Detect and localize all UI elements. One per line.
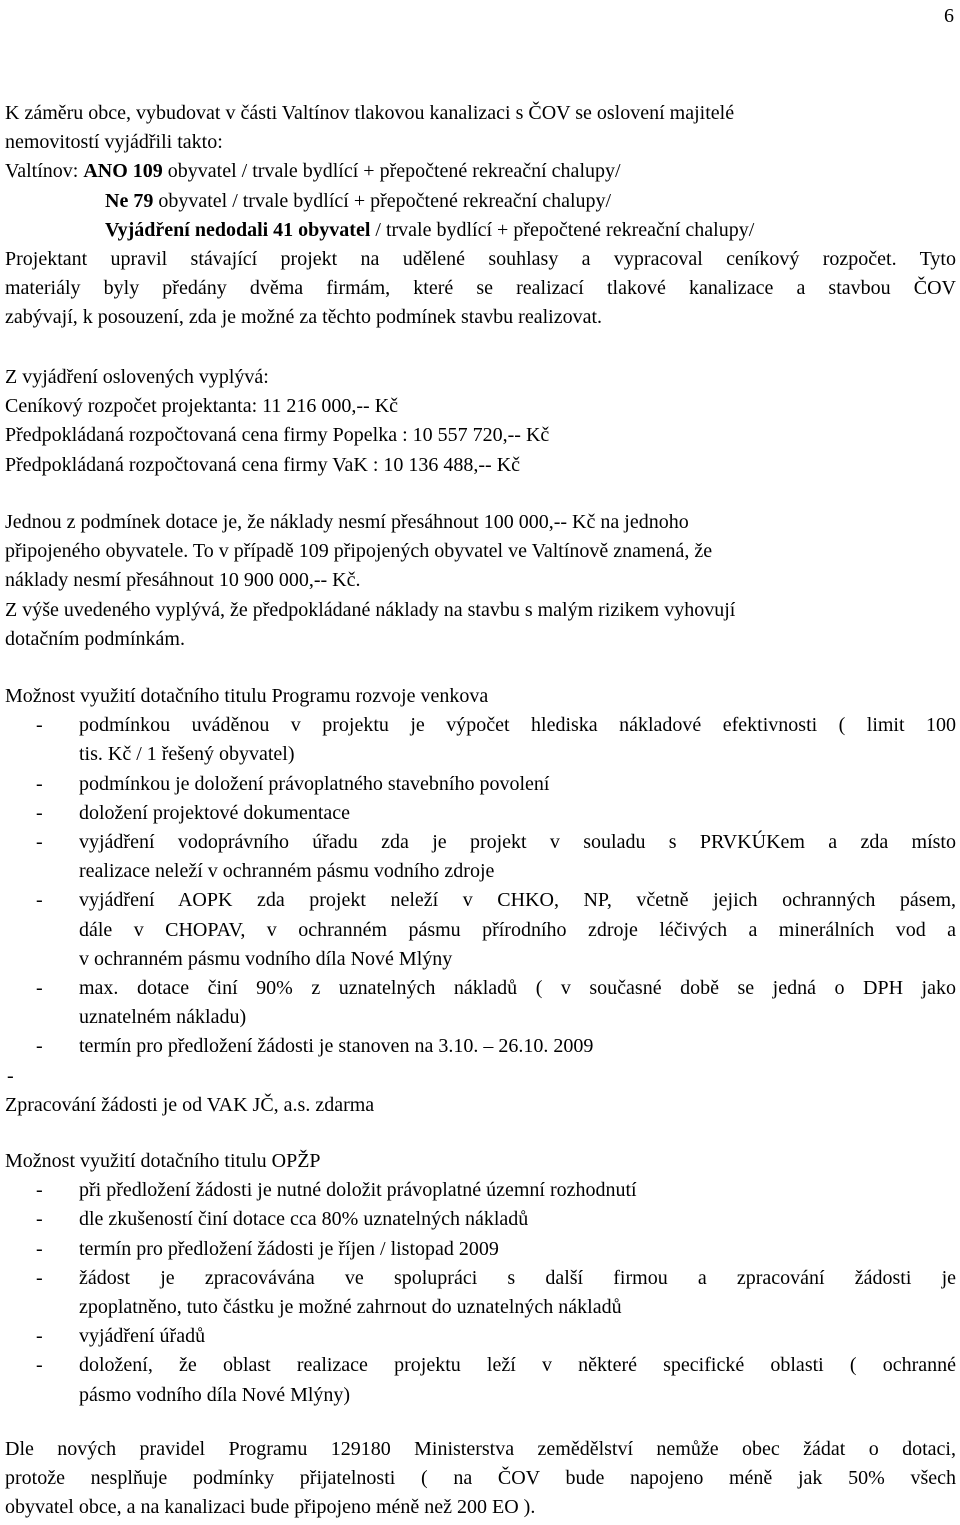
list-dash: - — [36, 1266, 43, 1289]
list-dash: - — [36, 1208, 43, 1231]
list-dash: - — [36, 977, 43, 1000]
list-item — [5, 1322, 956, 1351]
list-dash: - — [36, 801, 43, 824]
list-item-text: vyjádření AOPK zda projekt neleží v CHKO, NP, včetně jejich ochranných pásem, — [79, 889, 956, 912]
rural-program-section — [5, 682, 956, 1120]
list-dash: - — [36, 1237, 43, 1260]
list-item-text: max. dotace činí 90% z uznatelných nákladů ( v současné době se jedná o DPH jako — [79, 977, 956, 1000]
valtinov-none-line — [5, 216, 956, 245]
list-item-text: tis. Kč / 1 řešený obyvatel) — [79, 743, 295, 766]
intro-line-1: K záměru obce, vybudovat v části Valtínov tlakovou kanalizaci s ČOV se oslovení majitelé — [5, 102, 735, 124]
list-item-text: termín pro předložení žádosti je stanoven na 3.10. – 26.10. 2009 — [79, 1035, 594, 1058]
condition-line-4: Z výše uvedeného vyplývá, že předpokládané náklady na stavbu s malým rizikem vyhovují — [5, 598, 736, 621]
closing-line-1: Dle nových pravidel Programu 129180 Ministerstva zemědělství nemůže obec žádat o dotaci, — [5, 1438, 956, 1460]
list-dash: - — [36, 714, 43, 737]
list-item — [5, 974, 956, 1032]
statement-popelka-price: Předpokládaná rozpočtovaná cena firmy Popelka : 10 557 720,-- Kč — [5, 424, 550, 447]
list-dash: - — [36, 772, 43, 795]
condition-line-1: Jednou z podmínek dotace je, že náklady nesmí přesáhnout 100 000,-- Kč na jednoho — [5, 511, 689, 533]
opzp-program-heading: Možnost využití dotačního titulu OPŽP — [5, 1150, 321, 1172]
opzp-program-section — [5, 1147, 956, 1410]
opzp-program-list — [5, 1176, 956, 1410]
none-rest: / trvale bydlící + přepočtené rekreační chalupy/ — [370, 218, 755, 241]
page-number: 6 — [944, 5, 954, 27]
designer-line-2: materiály byly předány dvěma firmám, které se realizací tlakové kanalizace a stavbou ČOV — [5, 277, 956, 300]
statements-heading: Z vyjádření oslovených vyplývá: — [5, 366, 269, 388]
yes-rest: obyvatel / trvale bydlící + přepočtené rekreační chalupy/ — [162, 160, 621, 183]
list-item — [5, 1351, 956, 1409]
statement-vak-price: Předpokládaná rozpočtovaná cena firmy VaK : 10 136 488,-- Kč — [5, 453, 521, 476]
none-count: Vyjádření nedodali 41 obyvatel — [105, 218, 371, 241]
list-item-text: termín pro předložení žádosti je říjen / listopad 2009 — [79, 1237, 499, 1260]
list-item — [5, 711, 956, 769]
list-item — [5, 770, 956, 799]
statement-designer-budget: Ceníkový rozpočet projektanta: 11 216 000,-- Kč — [5, 395, 399, 418]
designer-line-3: zabývají, k posouzení, zda je možné za těchto podmínek stavbu realizovat. — [5, 306, 603, 329]
list-item — [5, 828, 956, 886]
statements-section — [5, 363, 956, 480]
list-item-text: realizace neleží v ochranném pásmu vodního zdroje — [79, 860, 495, 883]
list-item-text: zpoplatněno, tuto částku je možné zahrnout do uznatelných nákladů — [79, 1296, 622, 1319]
closing-line-2: protože nesplňuje podmínky přijatelnosti ( na ČOV bude napojeno méně jak 50% všech — [5, 1467, 956, 1490]
list-item-text: v ochranném pásmu vodního díla Nové Mlýny — [79, 947, 453, 970]
subsidy-condition-section — [5, 508, 956, 654]
list-dash: - — [36, 1325, 43, 1348]
designer-line-1: Projektant upravil stávající projekt na udělené souhlasy a vypracoval ceníkový rozpočet. Tyto — [5, 248, 956, 271]
list-item-text: při předložení žádosti je nutné doložit právoplatné územní rozhodnutí — [79, 1179, 637, 1202]
list-item-text: uznatelném nákladu) — [79, 1006, 247, 1029]
list-item — [5, 799, 956, 828]
no-count: Ne 79 — [105, 189, 154, 212]
list-item-empty — [5, 1062, 956, 1091]
list-item — [5, 1176, 956, 1205]
list-dash: - — [36, 831, 43, 854]
list-item-text: vyjádření úřadů — [79, 1325, 206, 1348]
rural-program-heading: Možnost využití dotačního titulu Programu rozvoje venkova — [5, 685, 489, 707]
list-item-text: doložení, že oblast realizace projektu leží v některé specifické oblasti ( ochranné — [79, 1354, 956, 1377]
list-item-text: podmínkou uváděnou v projektu je výpočet hlediska nákladové efektivnosti ( limit 100 — [79, 714, 956, 737]
valtinov-label: Valtínov: — [5, 160, 84, 183]
list-item — [5, 1264, 956, 1322]
no-rest: obyvatel / trvale bydlící + přepočtené rekreační chalupy/ — [153, 189, 612, 212]
list-dash: - — [36, 889, 43, 912]
valtinov-no-line — [5, 187, 956, 216]
list-item-text: vyjádření vodoprávního úřadu zda je projekt v souladu s PRVKÚKem a zda místo — [79, 831, 956, 854]
valtinov-yes-line — [5, 157, 956, 186]
list-dash: - — [7, 1064, 14, 1087]
yes-count: ANO 109 — [83, 160, 163, 183]
rural-program-list — [5, 711, 956, 1091]
closing-line-3: obyvatel obce, a na kanalizaci bude připojeno méně než 200 EO ). — [5, 1496, 536, 1519]
rural-program-footer: Zpracování žádosti je od VAK JČ, a.s. zdarma — [5, 1093, 375, 1116]
list-dash: - — [36, 1354, 43, 1377]
list-item-text: dle zkušeností činí dotace cca 80% uznatelných nákladů — [79, 1208, 529, 1231]
list-item-text: podmínkou je doložení právoplatného stavebního povolení — [79, 772, 550, 795]
list-item-text: pásmo vodního díla Nové Mlýny) — [79, 1383, 351, 1406]
list-item-text: doložení projektové dokumentace — [79, 801, 351, 824]
condition-line-2: připojeného obyvatele. To v případě 109 připojených obyvatel ve Valtínově znamená, že — [5, 540, 713, 563]
list-item — [5, 1032, 956, 1061]
condition-line-5: dotačním podmínkám. — [5, 627, 185, 650]
intro-section — [5, 99, 956, 333]
intro-line-2: nemovitostí vyjádřili takto: — [5, 131, 223, 154]
list-item — [5, 1205, 956, 1234]
list-item — [5, 886, 956, 974]
condition-line-3: náklady nesmí přesáhnout 10 900 000,-- Kč. — [5, 569, 361, 592]
list-dash: - — [36, 1179, 43, 1202]
list-item-text: dále v CHOPAV, v ochranném pásmu přírodního zdroje léčivých a minerálních vod a — [79, 918, 956, 941]
list-item-text: žádost je zpracovávána ve spolupráci s další firmou a zpracování žádosti je — [79, 1266, 956, 1289]
list-dash: - — [36, 1035, 43, 1058]
list-item — [5, 1235, 956, 1264]
closing-section — [5, 1435, 956, 1523]
